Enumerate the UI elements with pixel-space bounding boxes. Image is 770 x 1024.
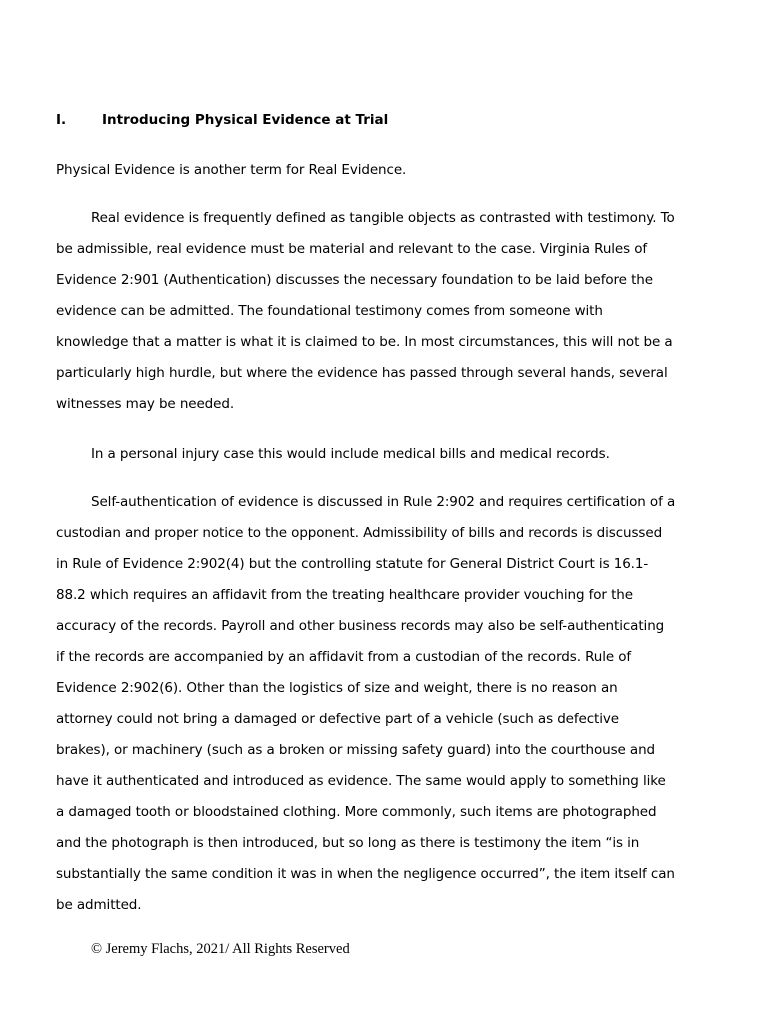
copyright-footer: © Jeremy Flachs, 2021/ All Rights Reserved	[91, 941, 350, 957]
paragraph-real-evidence: Real evidence is frequently defined as tangible objects as contrasted with testimony. To be admissible, real evidence must be material and relevant to the case. Virginia Rules of Evidence 2:901 (Authentication) discusses the necessary foundation to be laid before the evidence can be admitted. The foundational testimony comes from someone with knowledge that a matter is what it is claimed to be. In most circumstances, this will not be a particularly high hurdle, but where the evidence has passed through several hands, several witnesses may be needed.	[56, 210, 675, 412]
section-number: I.	[56, 112, 67, 128]
section-heading	[56, 112, 388, 128]
section-title: Introducing Physical Evidence at Trial	[102, 112, 389, 128]
paragraph-personal-injury: In a personal injury case this would include medical bills and medical records.	[91, 446, 610, 462]
paragraph-self-authentication: Self-authentication of evidence is discussed in Rule 2:902 and requires certification of a custodian and proper notice to the opponent. Admissibility of bills and records is discussed in Rule of Evidence 2:902(4) but the controlling statute for General District Court is 16.1-88.2 which requires an affidavit from the treating healthcare provider vouching for the accuracy of the records. Payroll and other business records may also be self-authenticating if the records are accompanied by an affidavit from a custodian of the records. Rule of Evidence 2:902(6). Other than the logistics of size and weight, there is no reason an attorney could not bring a damaged or defective part of a vehicle (such as defective brakes), or machinery (such as a broken or missing safety guard) into the courthouse and have it authenticated and introduced as evidence. The same would apply to something like a damaged tooth or bloodstained clothing. More commonly, such items are photographed and the photograph is then introduced, but so long as there is testimony the item “is in substantially the same condition it was in when the negligence occurred”, the item itself can be admitted.	[56, 494, 676, 913]
intro-paragraph: Physical Evidence is another term for Real Evidence.	[56, 162, 407, 178]
